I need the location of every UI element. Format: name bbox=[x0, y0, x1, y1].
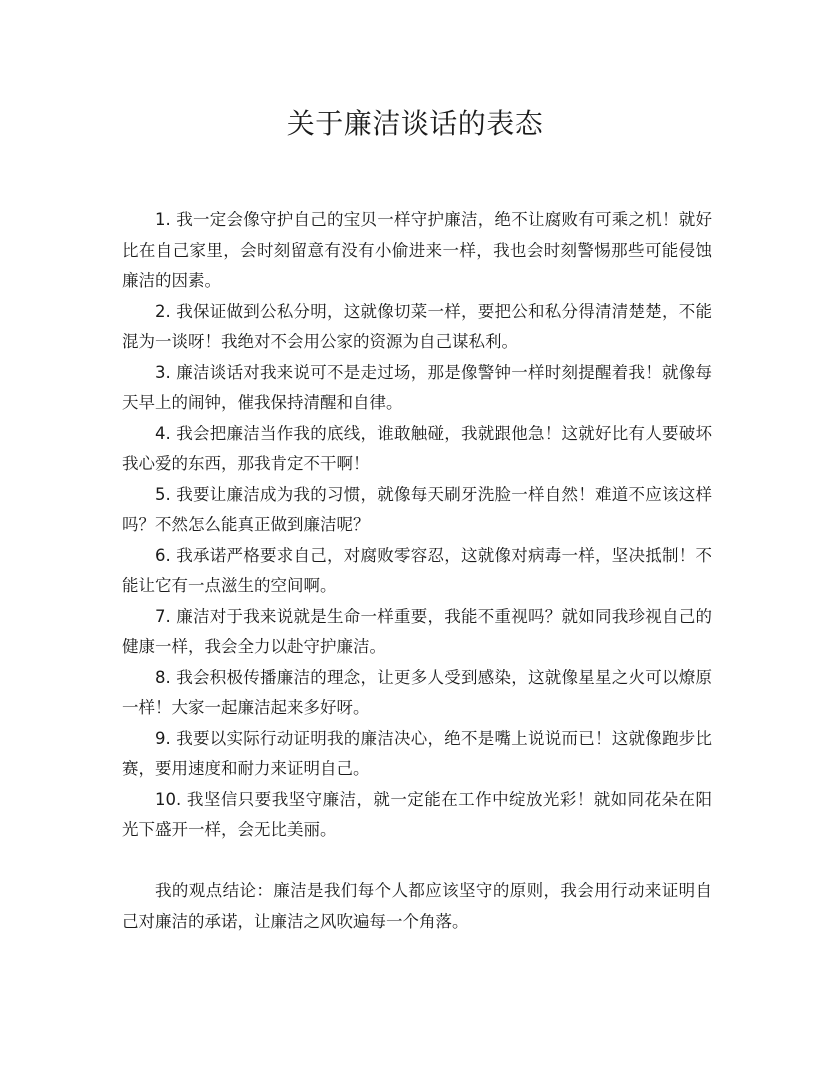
pledge-item-4: 4. 我会把廉洁当作我的底线，谁敢触碰，我就跟他急！这就好比有人要破坏我心爱的东西，那我肯定不干啊！ bbox=[122, 423, 712, 473]
pledge-item-9: 9. 我要以实际行动证明我的廉洁决心，绝不是嘴上说说而已！这就像跑步比赛，要用速度和耐力来证明自己。 bbox=[122, 728, 712, 778]
pledge-item-8: 8. 我会积极传播廉洁的理念，让更多人受到感染，这就像星星之火可以燎原一样！大家一起廉洁起来多好呀。 bbox=[122, 667, 712, 717]
pledge-item-10: 10. 我坚信只要我坚守廉洁，就一定能在工作中绽放光彩！就如同花朵在阳光下盛开一样，会无比美丽。 bbox=[122, 789, 712, 839]
document-body bbox=[122, 205, 712, 937]
document-title: 关于廉洁谈话的表态 bbox=[286, 107, 544, 140]
conclusion-paragraph: 我的观点结论：廉洁是我们每个人都应该坚守的原则，我会用行动来证明自己对廉洁的承诺，让廉洁之风吹遍每一个角落。 bbox=[122, 881, 712, 931]
pledge-item-7: 7. 廉洁对于我来说就是生命一样重要，我能不重视吗？就如同我珍视自己的健康一样，我会全力以赴守护廉洁。 bbox=[122, 606, 712, 656]
pledge-item-1: 1. 我一定会像守护自己的宝贝一样守护廉洁，绝不让腐败有可乘之机！就好比在自己家里，会时刻留意有没有小偷进来一样，我也会时刻警惕那些可能侵蚀廉洁的因素。 bbox=[122, 210, 712, 290]
pledge-item-5: 5. 我要让廉洁成为我的习惯，就像每天刷牙洗脸一样自然！难道不应该这样吗？不然怎么能真正做到廉洁呢？ bbox=[122, 484, 712, 534]
pledge-item-2: 2. 我保证做到公私分明，这就像切菜一样，要把公和私分得清清楚楚，不能混为一谈呀！我绝对不会用公家的资源为自己谋私利。 bbox=[122, 301, 712, 351]
pledge-item-6: 6. 我承诺严格要求自己，对腐败零容忍，这就像对病毒一样，坚决抵制！不能让它有一点滋生的空间啊。 bbox=[122, 545, 712, 595]
pledge-item-3: 3. 廉洁谈话对我来说可不是走过场，那是像警钟一样时刻提醒着我！就像每天早上的闹钟，催我保持清醒和自律。 bbox=[122, 362, 712, 412]
